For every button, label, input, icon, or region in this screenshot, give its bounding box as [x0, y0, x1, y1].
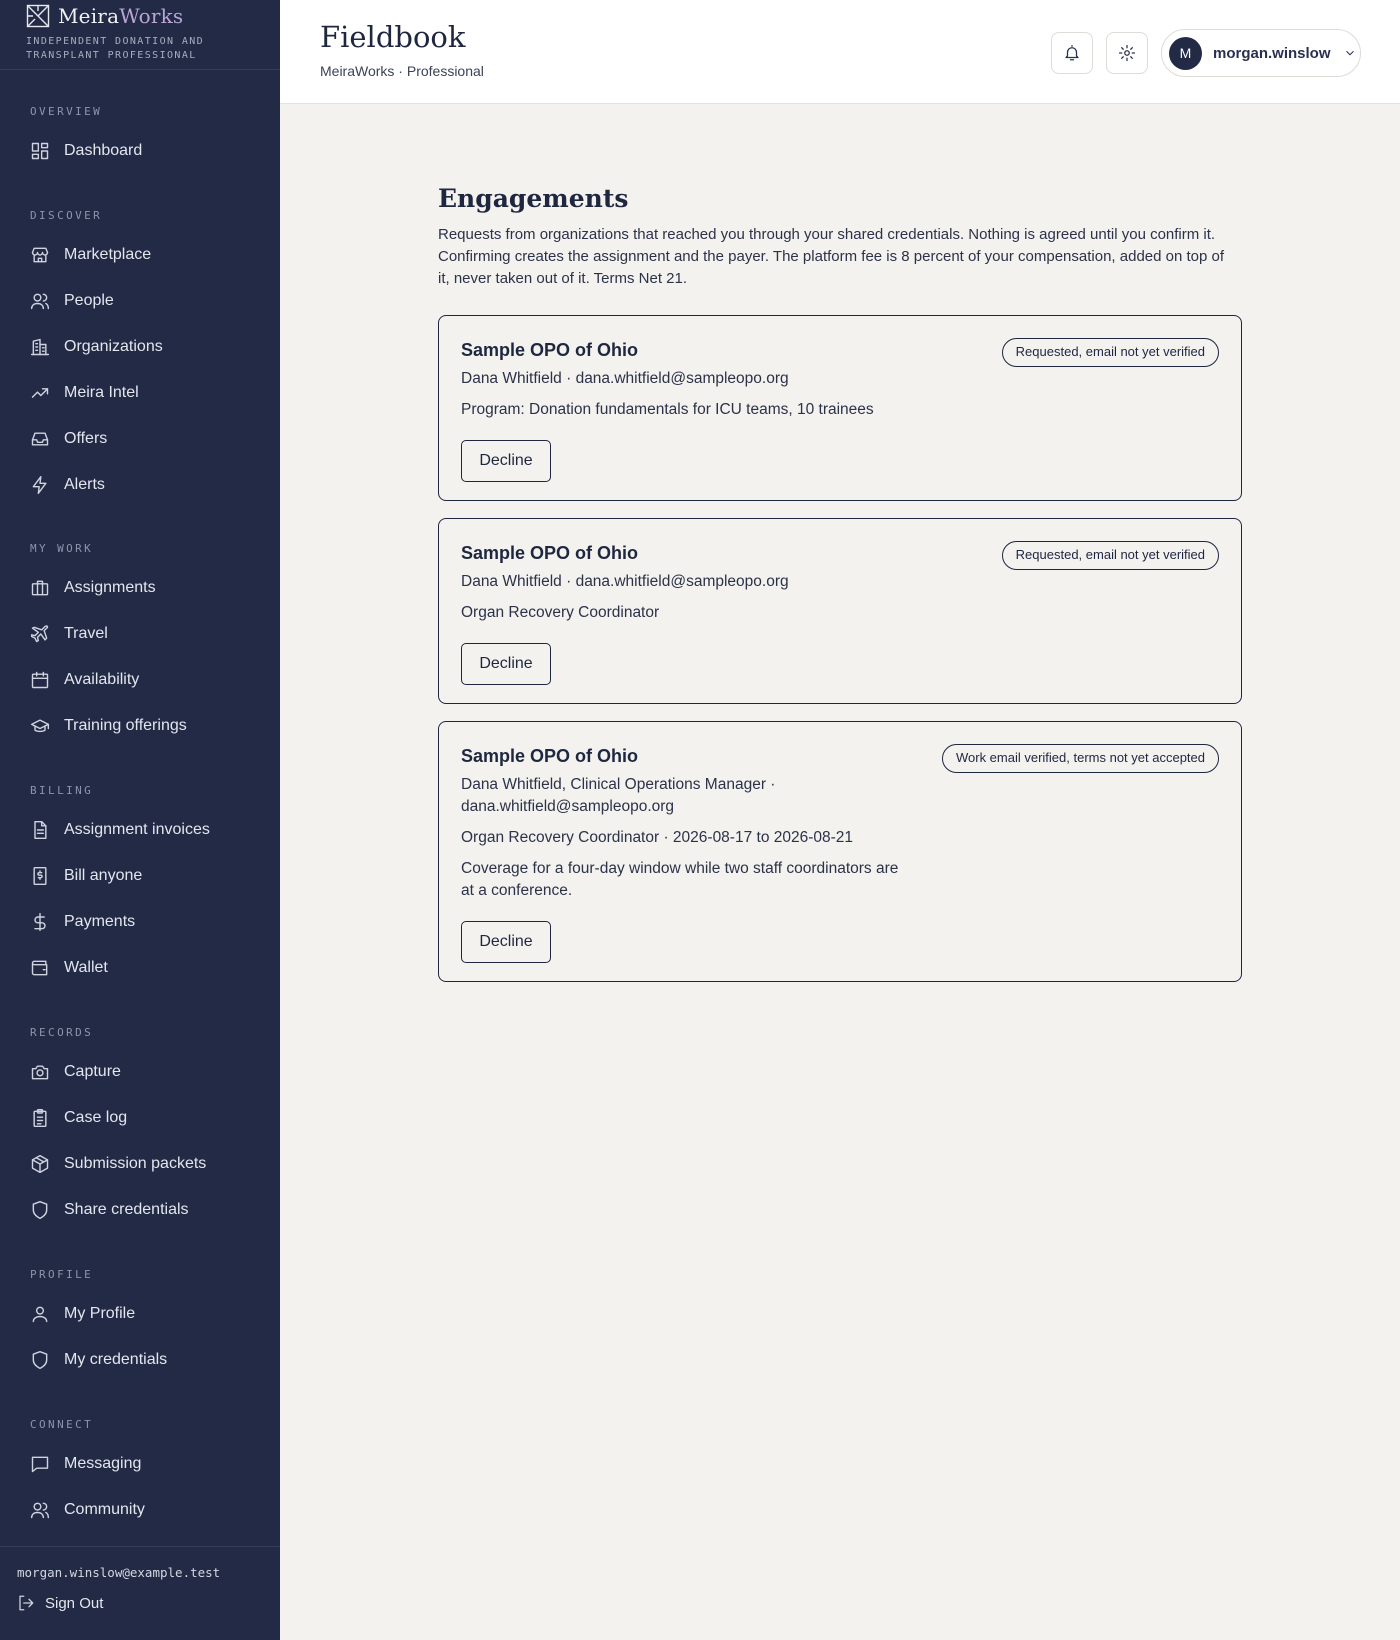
engagement-contact: Dana Whitfield · dana.whitfield@sampleopo.org — [461, 573, 789, 590]
engagement-detail: Program: Donation fundamentals for ICU teams, 10 trainees — [461, 401, 874, 418]
sidebar-item-wallet[interactable] — [0, 945, 280, 991]
engagement-detail: Organ Recovery Coordinator — [461, 604, 660, 621]
user-menu-button[interactable] — [1161, 29, 1361, 77]
building-icon — [30, 337, 50, 357]
sidebar-item-submission-packets[interactable] — [0, 1141, 280, 1187]
trend-icon — [30, 383, 50, 403]
account-email: morgan.winslow@example.test — [17, 1565, 221, 1580]
sidebar-item-organizations[interactable] — [0, 324, 280, 370]
brand — [0, 0, 280, 70]
sidebar-item-label: Payments — [64, 913, 136, 930]
decline-button[interactable]: Decline — [461, 440, 551, 482]
lightning-icon — [30, 475, 50, 495]
sidebar-item-marketplace[interactable] — [0, 232, 280, 278]
sign-out-icon — [17, 1594, 35, 1612]
dashboard-icon — [30, 141, 50, 161]
sidebar-item-label: Share credentials — [64, 1201, 189, 1218]
sidebar-item-payments[interactable] — [0, 899, 280, 945]
engagement-contact: Dana Whitfield · dana.whitfield@sampleopo.org — [461, 370, 789, 387]
sidebar-item-label: Assignment invoices — [64, 821, 210, 838]
sidebar-item-label: My Profile — [64, 1305, 136, 1322]
nav-section-connect — [0, 1415, 280, 1533]
sidebar-item-case-log[interactable] — [0, 1095, 280, 1141]
sidebar — [0, 0, 280, 1640]
page-title: Fieldbook — [320, 20, 466, 54]
sidebar-item-label: Case log — [64, 1109, 128, 1126]
camera-icon — [30, 1062, 50, 1082]
engagement-contact: Dana Whitfield, Clinical Operations Manager · dana.whitfield@sampleopo.org — [461, 776, 776, 815]
wallet-icon — [30, 958, 50, 978]
top-header — [280, 0, 1400, 104]
chevron-down-icon — [1343, 46, 1357, 60]
sidebar-item-capture[interactable] — [0, 1049, 280, 1095]
sidebar-item-label: Submission packets — [64, 1155, 207, 1172]
sidebar-footer — [0, 1546, 280, 1640]
sidebar-item-label: People — [64, 292, 114, 309]
status-badge: Requested, email not yet verified — [1002, 338, 1219, 367]
engagement-card — [438, 315, 1242, 501]
calendar-icon — [30, 670, 50, 690]
shield-icon — [30, 1200, 50, 1220]
nav-heading: DISCOVER — [30, 209, 103, 222]
decline-button[interactable]: Decline — [461, 921, 551, 963]
sidebar-item-label: Community — [64, 1501, 145, 1518]
clipboard-icon — [30, 1108, 50, 1128]
shield-icon — [30, 1350, 50, 1370]
engagement-card — [438, 721, 1242, 982]
engagement-organization: Sample OPO of Ohio — [461, 340, 639, 360]
people-icon — [30, 291, 50, 311]
status-badge: Requested, email not yet verified — [1002, 541, 1219, 570]
decline-button[interactable]: Decline — [461, 643, 551, 685]
sidebar-item-label: Offers — [64, 430, 108, 447]
nav-heading: OVERVIEW — [30, 105, 103, 118]
engagement-card — [438, 518, 1242, 704]
sidebar-item-label: Assignments — [64, 579, 156, 596]
sidebar-item-label: Dashboard — [64, 142, 143, 159]
sidebar-item-label: My credentials — [64, 1351, 168, 1368]
sidebar-item-bill-anyone[interactable] — [0, 853, 280, 899]
plane-icon — [30, 624, 50, 644]
sidebar-item-people[interactable] — [0, 278, 280, 324]
sidebar-item-label: Messaging — [64, 1455, 142, 1472]
sidebar-item-travel[interactable] — [0, 611, 280, 657]
dollar-icon — [30, 912, 50, 932]
nav-section-profile — [0, 1265, 280, 1383]
sidebar-item-label: Wallet — [64, 959, 108, 976]
sign-out-button[interactable] — [17, 1594, 280, 1612]
notifications-button[interactable] — [1051, 32, 1093, 74]
status-badge: Work email verified, terms not yet accepted — [942, 744, 1219, 773]
settings-button[interactable] — [1106, 32, 1148, 74]
sidebar-item-label: Marketplace — [64, 246, 152, 263]
section-title: Engagements — [438, 184, 629, 213]
store-icon — [30, 245, 50, 265]
sidebar-item-share-credentials[interactable] — [0, 1187, 280, 1233]
inbox-icon — [30, 429, 50, 449]
people-icon — [30, 1500, 50, 1520]
nav-heading: BILLING — [30, 784, 94, 797]
nav-section-discover — [0, 206, 280, 508]
engagement-detail: Organ Recovery Coordinator · 2026-08-17 to 2026-08-21 — [461, 829, 854, 846]
sidebar-item-messaging[interactable] — [0, 1441, 280, 1487]
page-subtitle: MeiraWorks · Professional — [320, 63, 484, 79]
briefcase-icon — [30, 578, 50, 598]
sidebar-item-label: Organizations — [64, 338, 163, 355]
sidebar-item-dashboard[interactable] — [0, 128, 280, 174]
sidebar-item-training-offerings[interactable] — [0, 703, 280, 749]
receipt-icon — [30, 866, 50, 886]
bell-icon — [1063, 44, 1081, 62]
sidebar-item-label: Meira Intel — [64, 384, 139, 401]
sidebar-item-label: Availability — [64, 671, 140, 688]
sidebar-item-meira-intel[interactable] — [0, 370, 280, 416]
nav-heading: CONNECT — [30, 1418, 94, 1431]
nav-heading: RECORDS — [30, 1026, 94, 1039]
nav-section-billing — [0, 781, 280, 991]
sidebar-item-label: Travel — [64, 625, 108, 642]
graduation-cap-icon — [30, 716, 50, 736]
sign-out-label: Sign Out — [45, 1594, 104, 1612]
nav-heading: MY WORK — [30, 542, 94, 555]
brand-name: MeiraWorks — [58, 4, 184, 28]
sidebar-item-label: Capture — [64, 1063, 121, 1080]
sidebar-item-assignments[interactable] — [0, 565, 280, 611]
engagement-organization: Sample OPO of Ohio — [461, 746, 639, 766]
user-name: morgan.winslow — [1213, 44, 1331, 62]
sidebar-item-availability[interactable] — [0, 657, 280, 703]
sidebar-item-my-credentials[interactable] — [0, 1337, 280, 1383]
nav-heading: PROFILE — [30, 1268, 94, 1281]
brand-tagline: INDEPENDENT DONATION AND TRANSPLANT PROFESSIONAL — [26, 36, 205, 61]
nav-section-overview — [0, 102, 280, 174]
nav-section-my-work — [0, 539, 280, 749]
message-icon — [30, 1454, 50, 1474]
sidebar-item-label: Alerts — [64, 476, 105, 493]
package-icon — [30, 1154, 50, 1174]
sidebar-item-community[interactable] — [0, 1487, 280, 1533]
engagement-organization: Sample OPO of Ohio — [461, 543, 639, 563]
user-icon — [30, 1304, 50, 1324]
sidebar-item-assignment-invoices[interactable] — [0, 807, 280, 853]
logo-icon — [26, 4, 50, 28]
engagement-description: Coverage for a four-day window while two staff coordinators are at a conference. — [461, 860, 899, 899]
sidebar-item-label: Training offerings — [64, 717, 187, 734]
sidebar-item-my-profile[interactable] — [0, 1291, 280, 1337]
sidebar-item-alerts[interactable] — [0, 462, 280, 508]
sidebar-item-label: Bill anyone — [64, 867, 143, 884]
document-icon — [30, 820, 50, 840]
gear-icon — [1118, 44, 1136, 62]
nav-section-records — [0, 1023, 280, 1233]
section-description: Requests from organizations that reached you through your shared credentials. Nothing is agreed until you confirm it. Confirming creates the assignment and the payer. The platform fee is 8 percent of your compensation, added on top of it, never taken out of it. Terms Net 21. — [438, 226, 1225, 287]
avatar: M — [1169, 37, 1202, 70]
sidebar-item-offers[interactable] — [0, 416, 280, 462]
